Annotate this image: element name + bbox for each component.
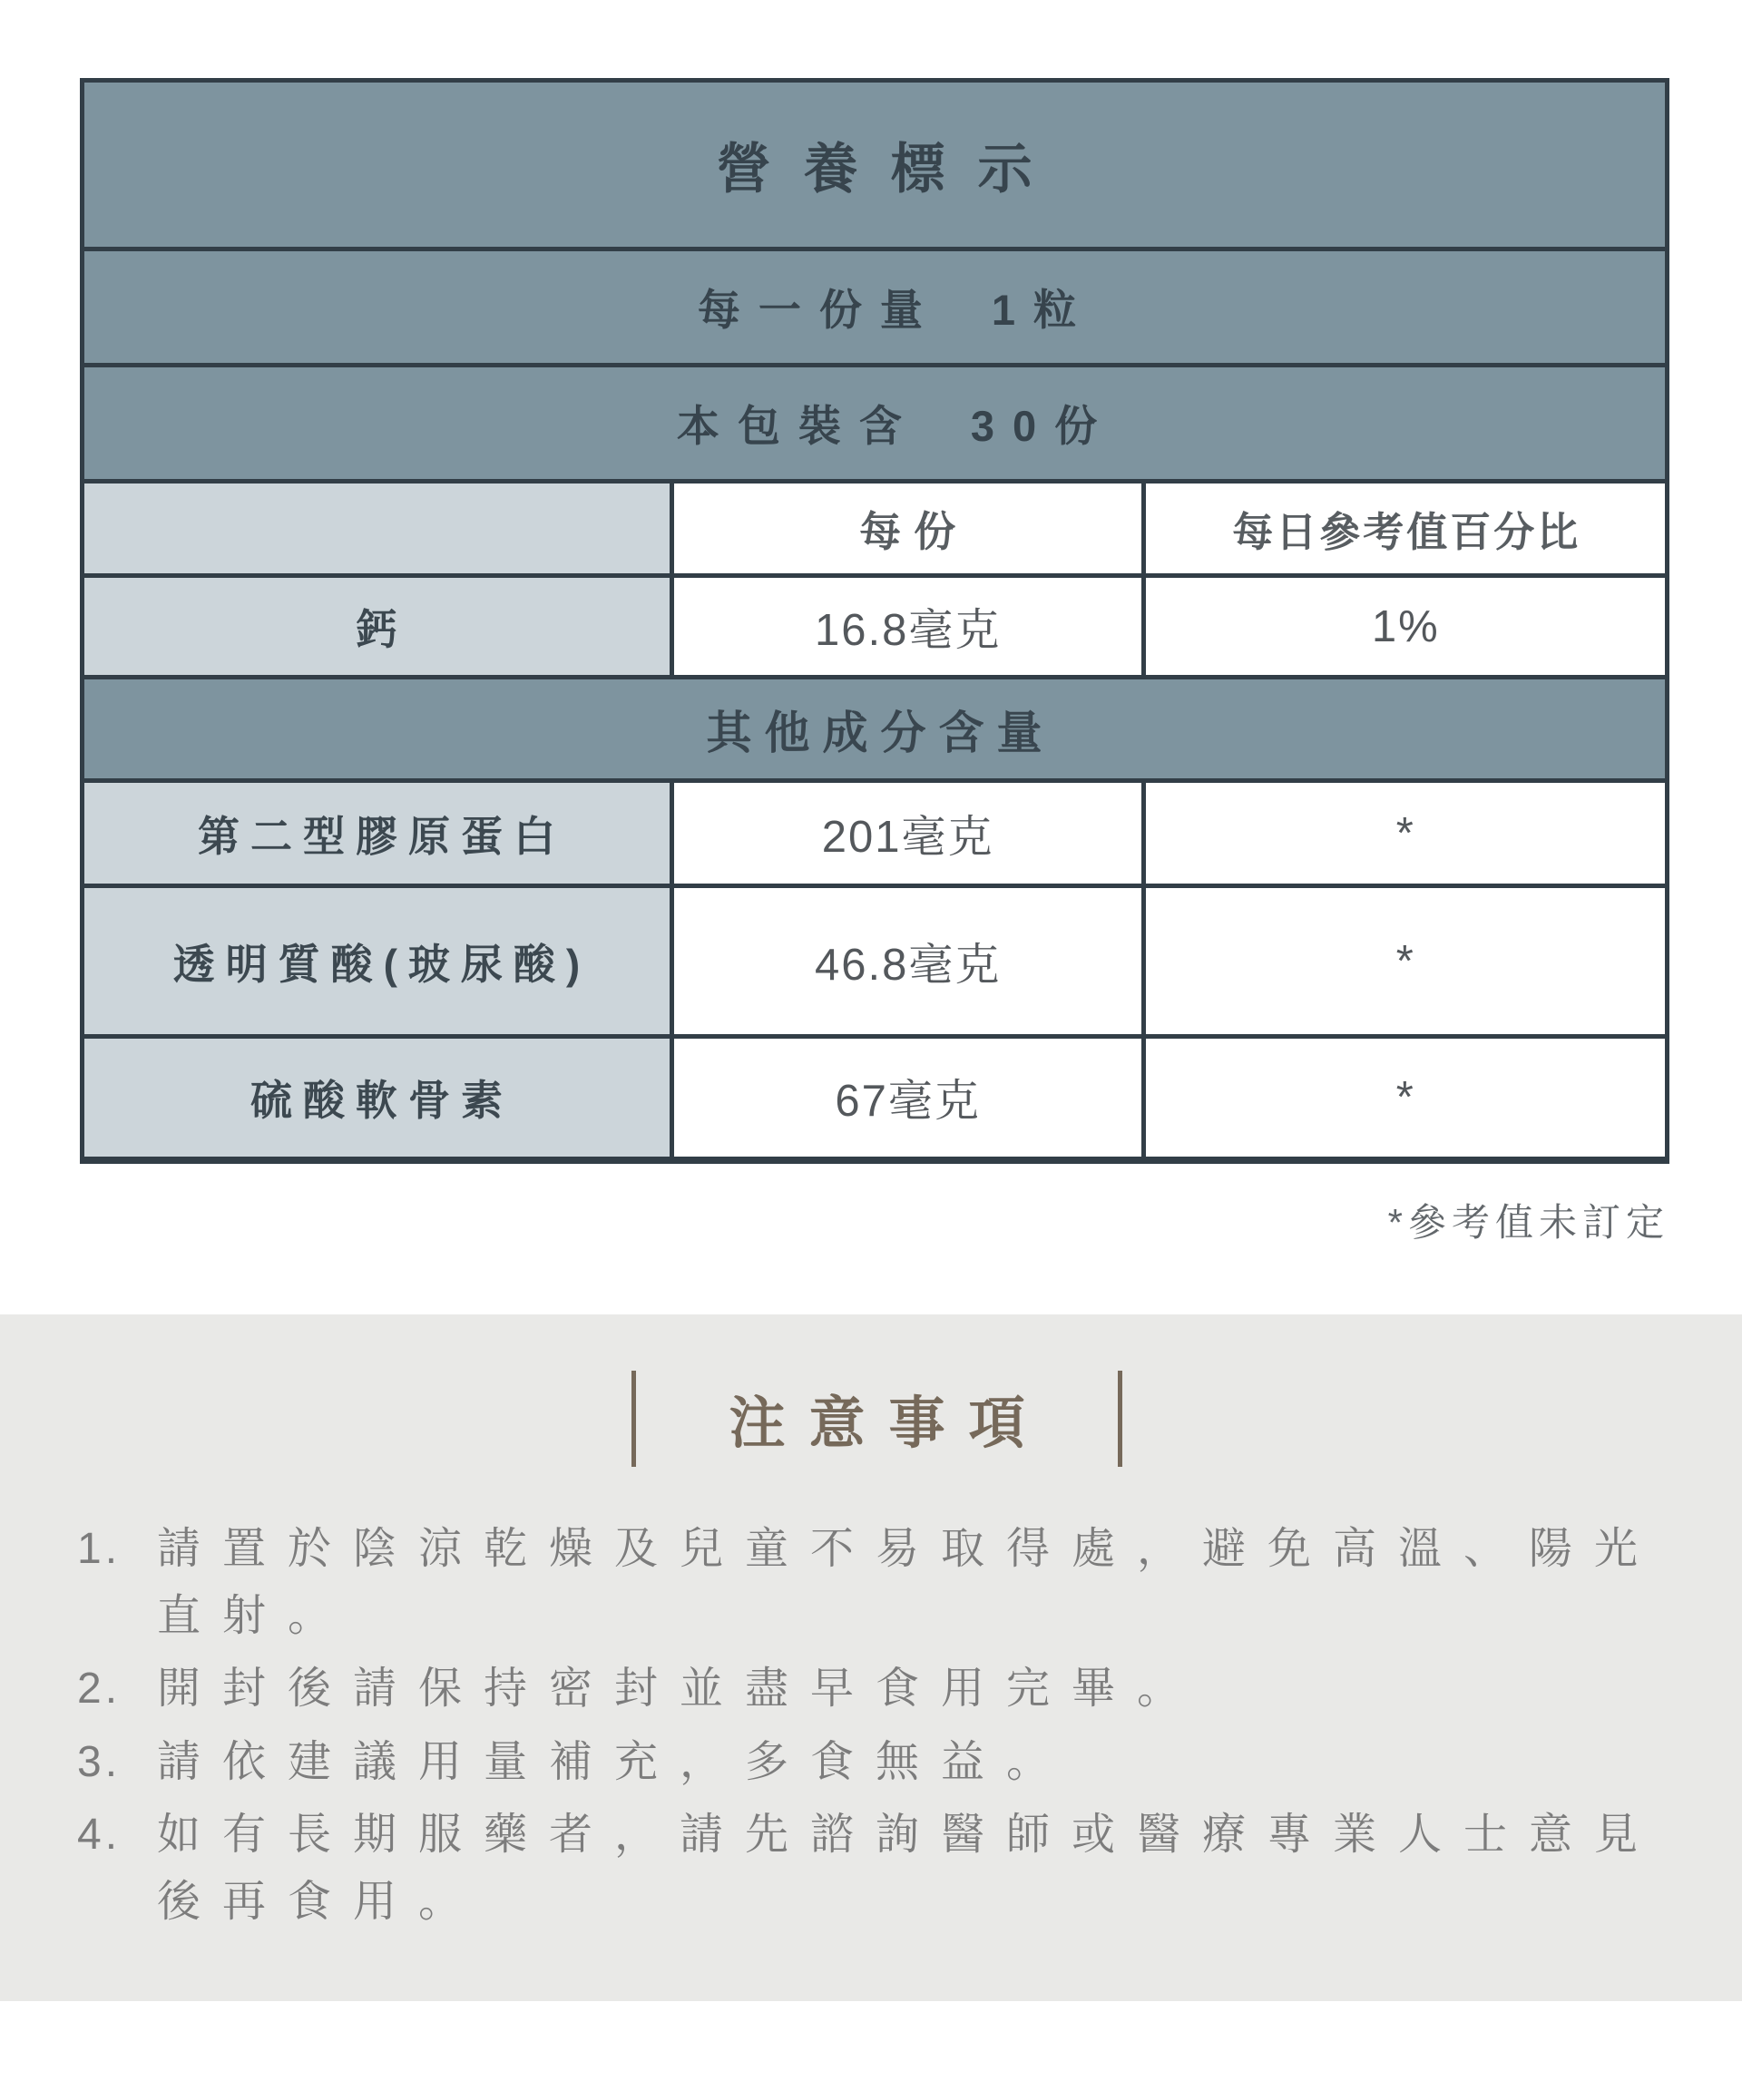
nutrient-name: 鈣 [83,576,672,678]
nutrient-amount: 16.8毫克 [671,576,1144,678]
ingredient-daily-value: * [1144,886,1668,1037]
table-title: 營養標示 [83,81,1668,249]
footnote: *參考值未訂定 [1387,1200,1669,1244]
notice-divider-bar-left [631,1371,636,1467]
serving-size-value: 1粒 [991,286,1095,334]
notice-item-text: 請依建議用量補充，多食無益。 [157,1737,1072,1786]
serving-size-row [83,249,1668,366]
notice-item-text: 開封後請保持密封並盡早食用完畢。 [157,1665,1203,1714]
ingredient-row-hyaluronic-acid [83,886,1668,1037]
nutrient-daily-value: 1% [1144,576,1668,678]
ingredient-amount: 67毫克 [671,1037,1144,1160]
servings-per-package-row [83,366,1668,482]
ingredient-amount: 201毫克 [671,781,1144,886]
column-header-empty [83,482,672,576]
column-header-per-serving: 每份 [671,482,1144,576]
servings-per-package-label: 本包裝含 [676,402,920,450]
nutrition-label-area [80,78,1669,1247]
notice-item-number: 2. [77,1665,122,1714]
notice-item-number: 3. [77,1737,122,1786]
notice-item [77,1656,1677,1723]
serving-size-label: 每一份量 [697,286,941,334]
ingredient-name: 第二型膠原蛋白 [83,781,672,886]
ingredient-name: 硫酸軟骨素 [83,1037,672,1160]
other-ingredients-header: 其他成分含量 [83,678,1668,781]
column-header-daily-value: 每日參考值百分比 [1144,482,1668,576]
ingredient-name: 透明質酸(玻尿酸) [83,886,672,1037]
nutrient-row-calcium [83,576,1668,678]
notice-title: 注意事項 [729,1392,1049,1455]
table-title-row [83,81,1668,249]
notice-item [77,1802,1677,1937]
notice-title-row [77,1371,1677,1467]
notice-divider-bar-right [1118,1371,1122,1467]
notice-section [0,1314,1742,2001]
notice-item [77,1516,1677,1651]
column-header-row [83,482,1668,576]
nutrition-table [80,78,1669,1164]
servings-per-package-value: 30份 [970,402,1116,450]
notice-item-number: 1. [77,1524,122,1573]
notice-list [77,1516,1677,1937]
ingredient-daily-value: * [1144,1037,1668,1160]
notice-item-text: 如有長期服藥者，請先諮詢醫師或醫療專業人士意見後再食用。 [157,1811,1660,1927]
notice-item-text: 請置於陰涼乾燥及兒童不易取得處，避免高溫、陽光直射。 [157,1524,1660,1640]
other-ingredients-header-row [83,678,1668,781]
ingredient-daily-value: * [1144,781,1668,886]
supplement-label-page [0,78,1742,2100]
serving-size-cell [83,249,1668,366]
notice-item-number: 4. [77,1811,122,1860]
servings-per-package-cell [83,366,1668,482]
ingredient-row-collagen [83,781,1668,886]
ingredient-amount: 46.8毫克 [671,886,1144,1037]
notice-item [77,1729,1677,1796]
ingredient-row-chondroitin [83,1037,1668,1160]
